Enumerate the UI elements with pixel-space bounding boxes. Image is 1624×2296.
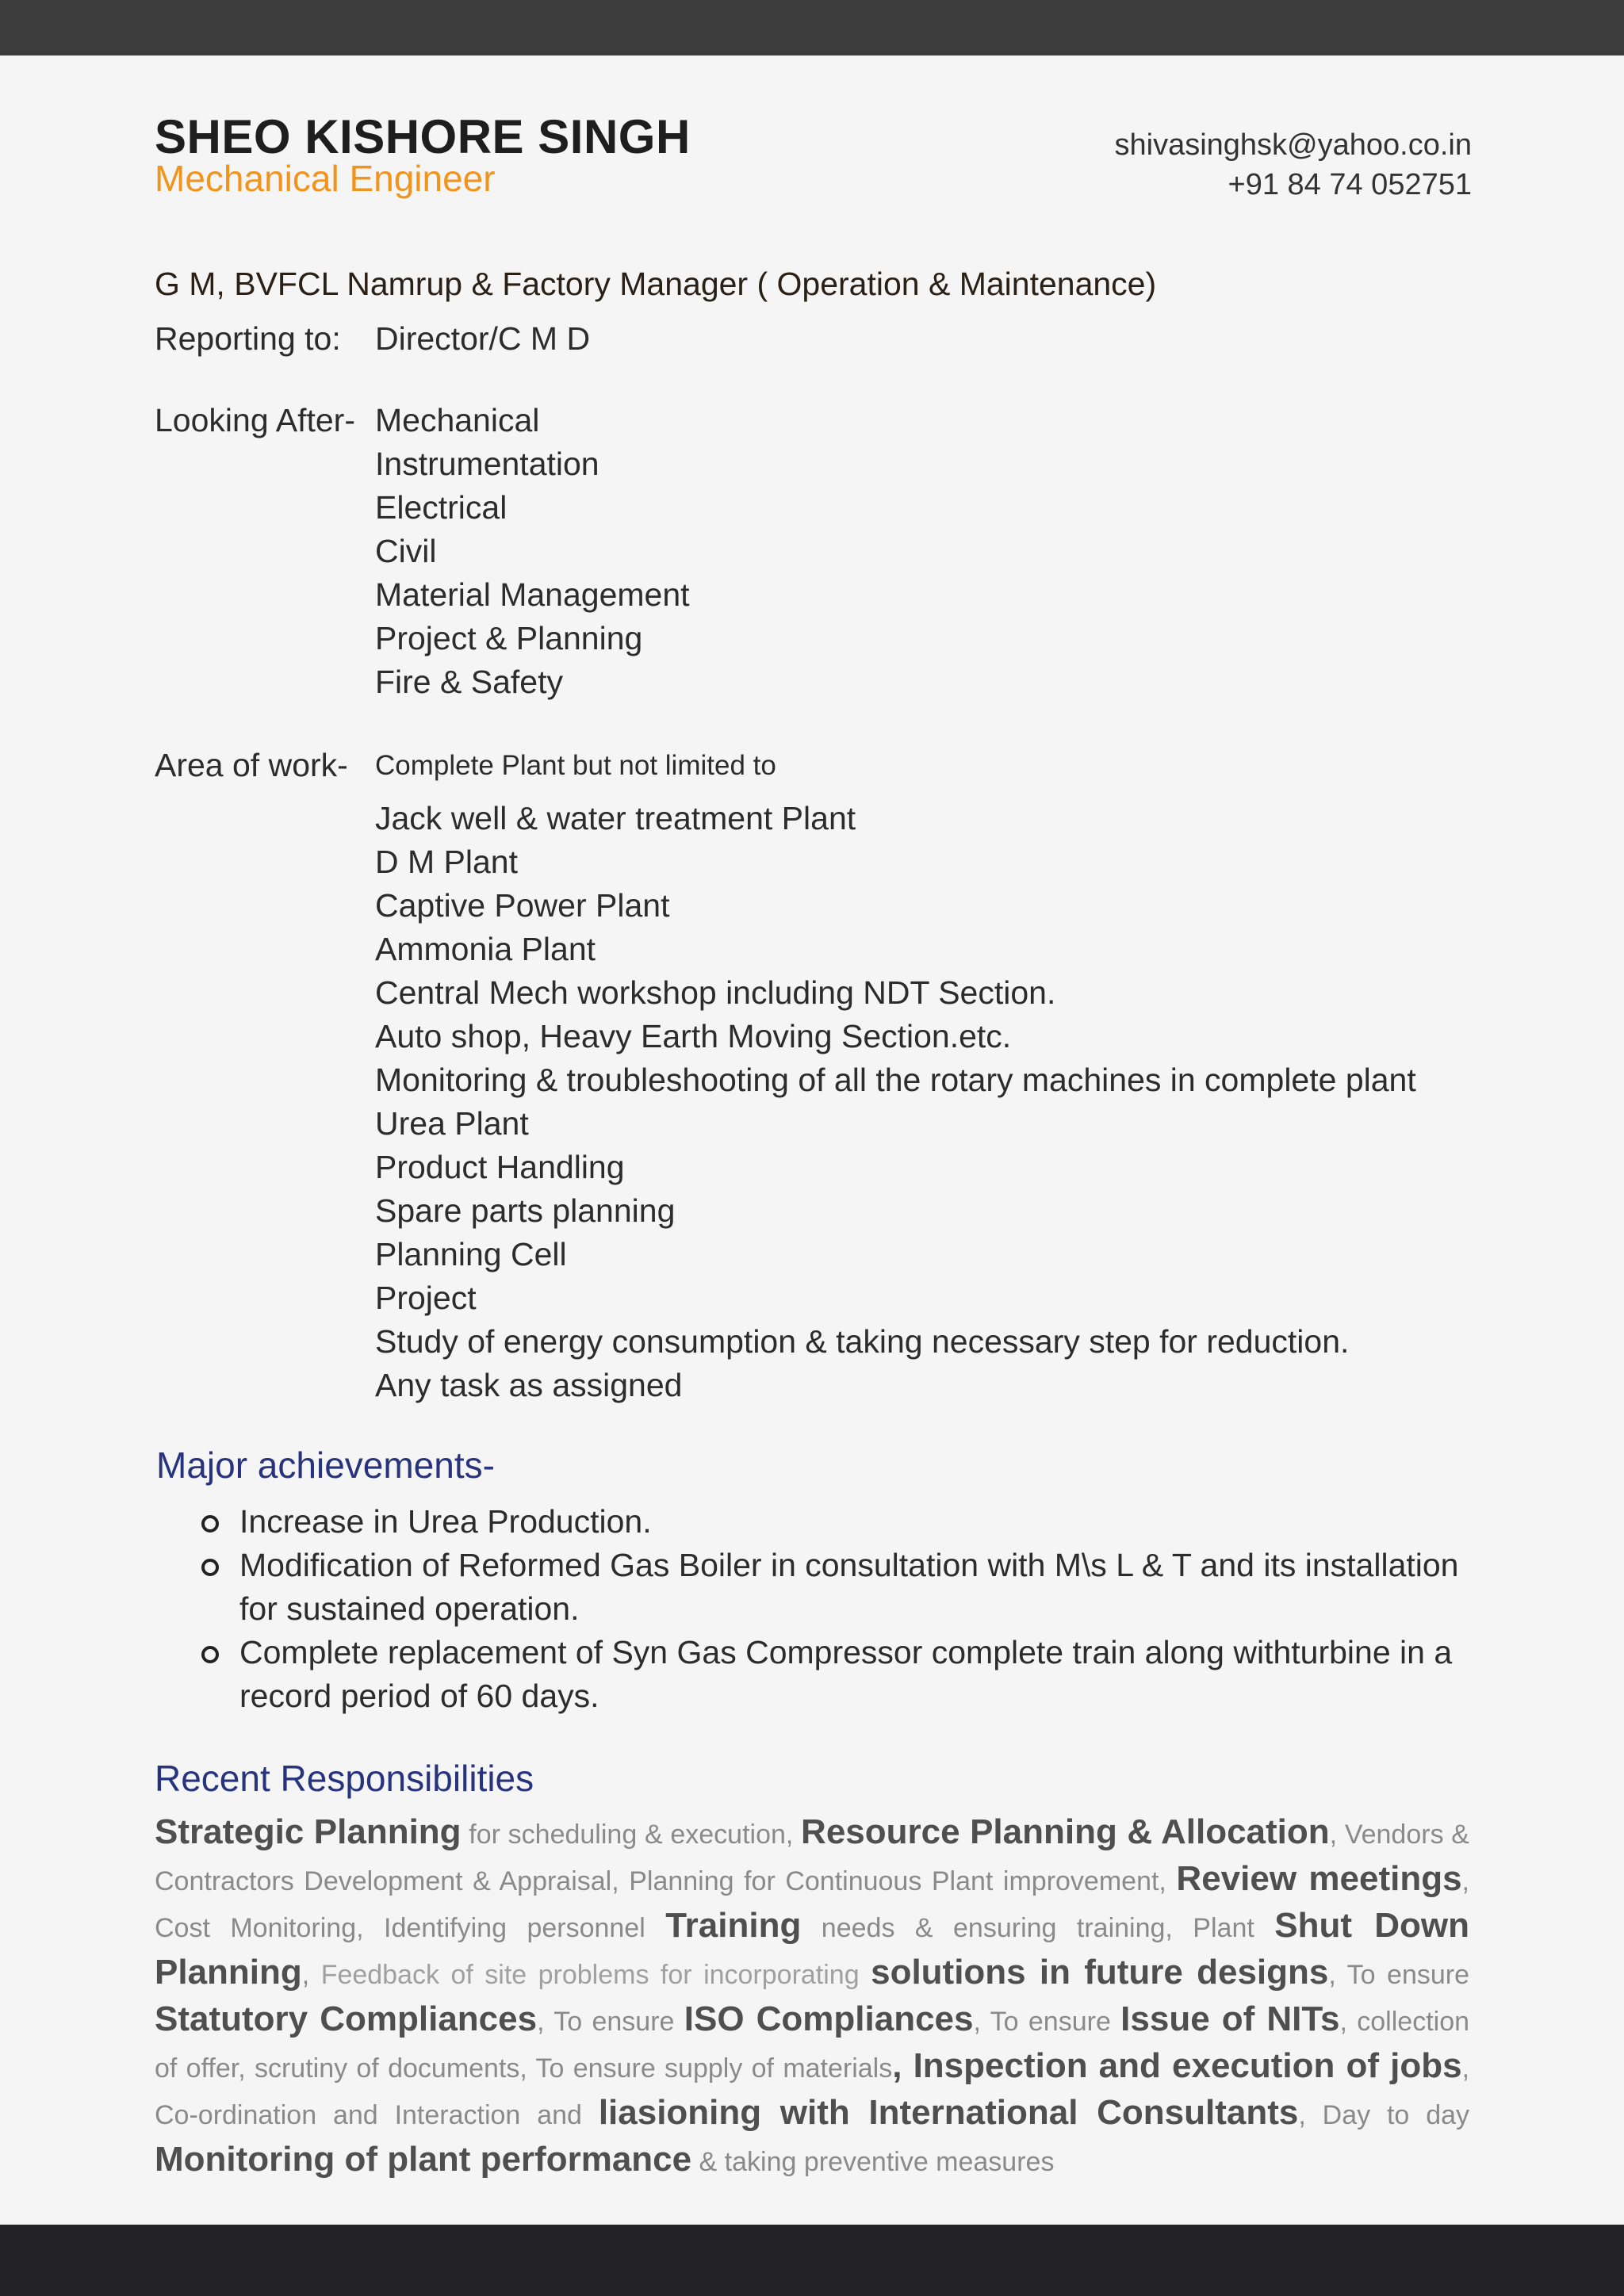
designation: G M, BVFCL Namrup & Factory Manager ( Operation & Maintenance) — [155, 266, 1157, 302]
resp-text: , To ensure — [973, 2007, 1121, 2037]
resp-keyword: Training — [665, 1906, 802, 1945]
list-item: Spare parts planning — [375, 1192, 676, 1229]
looking-after-label: Looking After- — [155, 402, 355, 438]
list-item: Central Mech workshop including NDT Section. — [375, 974, 1056, 1011]
responsibilities-heading: Recent Responsibilities — [155, 1758, 534, 1799]
resp-text: , Cost Monitoring, Identifying personnel — [155, 1866, 1469, 1943]
email-text[interactable]: shivasinghsk@yahoo.co.in — [1114, 128, 1472, 162]
resp-text: Feedback of site problems for incorporating — [320, 1960, 871, 1990]
resp-keyword: , Inspection and execution of jobs — [892, 2046, 1462, 2085]
list-item: Instrumentation — [375, 446, 599, 482]
area-of-work-subheading: Complete Plant but not limited to — [375, 750, 776, 781]
resp-text: , Vendors & Contractors Development & Appraisal, Planning for Continuous Plant improvement, — [155, 1820, 1469, 1896]
list-item: Planning Cell — [375, 1236, 567, 1272]
list-item: Urea Plant — [375, 1105, 529, 1142]
resp-keyword: liasioning with International Consultants — [598, 2093, 1299, 2132]
circle-bullet-icon — [201, 1515, 219, 1533]
top-bar — [0, 0, 1624, 55]
achievements-list — [198, 1500, 1483, 1718]
achievement-line: for sustained operation. — [239, 1590, 580, 1627]
resp-keyword: Resource Planning & Allocation — [801, 1812, 1330, 1851]
list-item: Monitoring & troubleshooting of all the rotary machines in complete plant — [375, 1062, 1416, 1098]
resp-text: , To ensure — [1328, 1960, 1469, 1990]
achievement-line: Increase in Urea Production. — [239, 1503, 652, 1540]
resp-text: , Co-ordination and Interaction and — [155, 2053, 1470, 2130]
list-item: Product Handling — [375, 1149, 625, 1185]
area-of-work-label: Area of work- — [155, 747, 348, 783]
resp-text: needs & ensuring training, Plant — [801, 1913, 1275, 1943]
resp-text: , collection of offer, scrutiny of documents, To ensure supply of materials — [155, 2007, 1470, 2084]
area-of-work-content — [375, 744, 1416, 1407]
list-item: Material Management — [375, 576, 690, 613]
list-item — [198, 1500, 1483, 1544]
resp-keyword: Monitoring of plant performance — [155, 2140, 692, 2179]
list-item: Any task as assigned — [375, 1367, 683, 1403]
resp-keyword: ISO Compliances — [684, 1999, 974, 2038]
circle-bullet-icon — [201, 1559, 219, 1576]
list-item: Jack well & water treatment Plant — [375, 800, 856, 836]
reporting-label: Reporting to: — [155, 320, 341, 357]
phone-text: +91 84 74 052751 — [1228, 168, 1472, 201]
list-item: Civil — [375, 533, 437, 569]
list-item — [198, 1544, 1483, 1631]
resp-keyword: Issue of NITs — [1120, 1999, 1340, 2038]
area-of-work-list — [375, 797, 1416, 1407]
resp-text: , — [301, 1960, 321, 1990]
reporting-value: Director/C M D — [375, 320, 591, 357]
resp-keyword: Strategic Planning — [155, 1812, 462, 1851]
list-item: Project — [375, 1280, 477, 1316]
achievements-heading: Major achievements- — [156, 1445, 495, 1486]
resp-text: for scheduling & execution, — [461, 1820, 802, 1850]
list-item — [198, 1631, 1483, 1718]
resp-keyword: Statutory Compliances — [155, 1999, 538, 2038]
candidate-name: SHEO KISHORE SINGH — [155, 110, 691, 163]
achievement-line: Complete replacement of Syn Gas Compressor complete train along withturbine in a — [239, 1634, 1453, 1670]
list-item: Mechanical — [375, 402, 540, 438]
list-item: Fire & Safety — [375, 664, 563, 700]
responsibilities-paragraph — [155, 1810, 1469, 2184]
achievement-line: record period of 60 days. — [239, 1678, 599, 1714]
list-item: Auto shop, Heavy Earth Moving Section.etc. — [375, 1018, 1012, 1054]
resp-text: & taking preventive measures — [691, 2147, 1055, 2177]
resp-keyword: Shut Down Planning — [155, 1906, 1470, 1992]
resp-keyword: solutions in future designs — [871, 1953, 1329, 1992]
list-item: Electrical — [375, 489, 508, 526]
resp-text: , To ensure — [537, 2007, 684, 2037]
candidate-role: Mechanical Engineer — [155, 158, 496, 199]
list-item: Project & Planning — [375, 620, 643, 656]
contact-block — [1115, 125, 1473, 205]
list-item: D M Plant — [375, 844, 518, 880]
list-item: Study of energy consumption & taking necessary step for reduction. — [375, 1323, 1350, 1360]
circle-bullet-icon — [201, 1646, 219, 1663]
bottom-bar — [0, 2225, 1624, 2296]
resp-keyword: Review meetings — [1176, 1859, 1462, 1898]
achievement-line: Modification of Reformed Gas Boiler in consultation with M\s L & T and its installation — [239, 1547, 1459, 1583]
list-item: Ammonia Plant — [375, 931, 596, 967]
list-item: Captive Power Plant — [375, 887, 670, 924]
resp-text: , Day to day — [1298, 2100, 1470, 2130]
looking-after-list — [375, 399, 690, 704]
